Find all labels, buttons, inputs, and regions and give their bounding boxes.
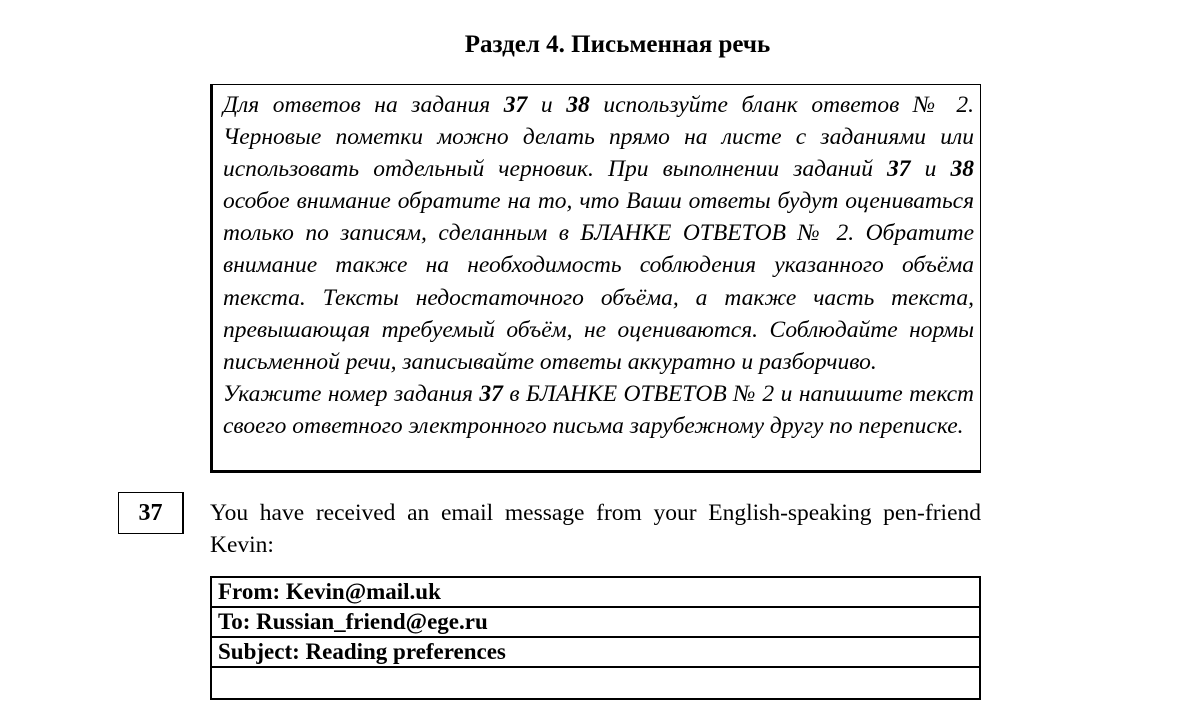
instructions-text: и [527,92,567,118]
email-row-body [211,667,980,699]
task-number-box: 37 [118,492,184,534]
email-to: To: Russian_friend@ege.ru [211,607,980,637]
email-row-from [211,577,980,607]
email-header-table [210,576,981,700]
instructions-text: в БЛАНКЕ ОТВЕТОВ № 2 и напишите текст своего ответного электронного письма зарубежному другу по переписке. [223,380,974,439]
task-prompt: You have received an email message from your English-speaking pen-friend Kevin: [210,500,981,558]
instructions-text: и [910,156,951,183]
instructions-text: используйте бланк ответов № 2. Черновые пометки можно делать прямо на листе с заданиями или использовать отдельный черновик. При выполнении заданий [223,92,974,183]
instructions-paragraph-1 [223,89,974,378]
email-from: From: Kevin@mail.uk [211,577,980,607]
instructions-paragraph-2 [223,378,974,442]
task-ref-38: 38 [950,156,974,183]
email-row-to [211,607,980,637]
task-ref-37: 37 [503,92,528,118]
instructions-text: особое внимание обратите на то, что Ваши ответы будут оцениваться только по записям, сделанным в БЛАНКЕ ОТВЕТОВ № 2. Обратите внимание также на необходимость соблюдения указанного объёма текста. Тексты недостаточного объёма, а также часть текста, превышающая требуемый объём, не оцениваются. Соблюдайте нормы письменной речи, записывайте ответы аккуратно и разборчиво. [223,188,974,375]
task-ref-37: 37 [887,156,911,183]
instructions-text: Для ответов на задания [223,92,504,118]
instructions-box [210,84,981,473]
section-title: Раздел 4. Письменная речь [464,31,771,58]
task-ref-37: 37 [479,380,503,407]
task-ref-38: 38 [566,92,590,118]
email-subject: Subject: Reading preferences [211,637,980,667]
instructions-text: Укажите номер задания [223,380,480,407]
email-row-subject [211,637,980,667]
email-body [211,667,980,699]
